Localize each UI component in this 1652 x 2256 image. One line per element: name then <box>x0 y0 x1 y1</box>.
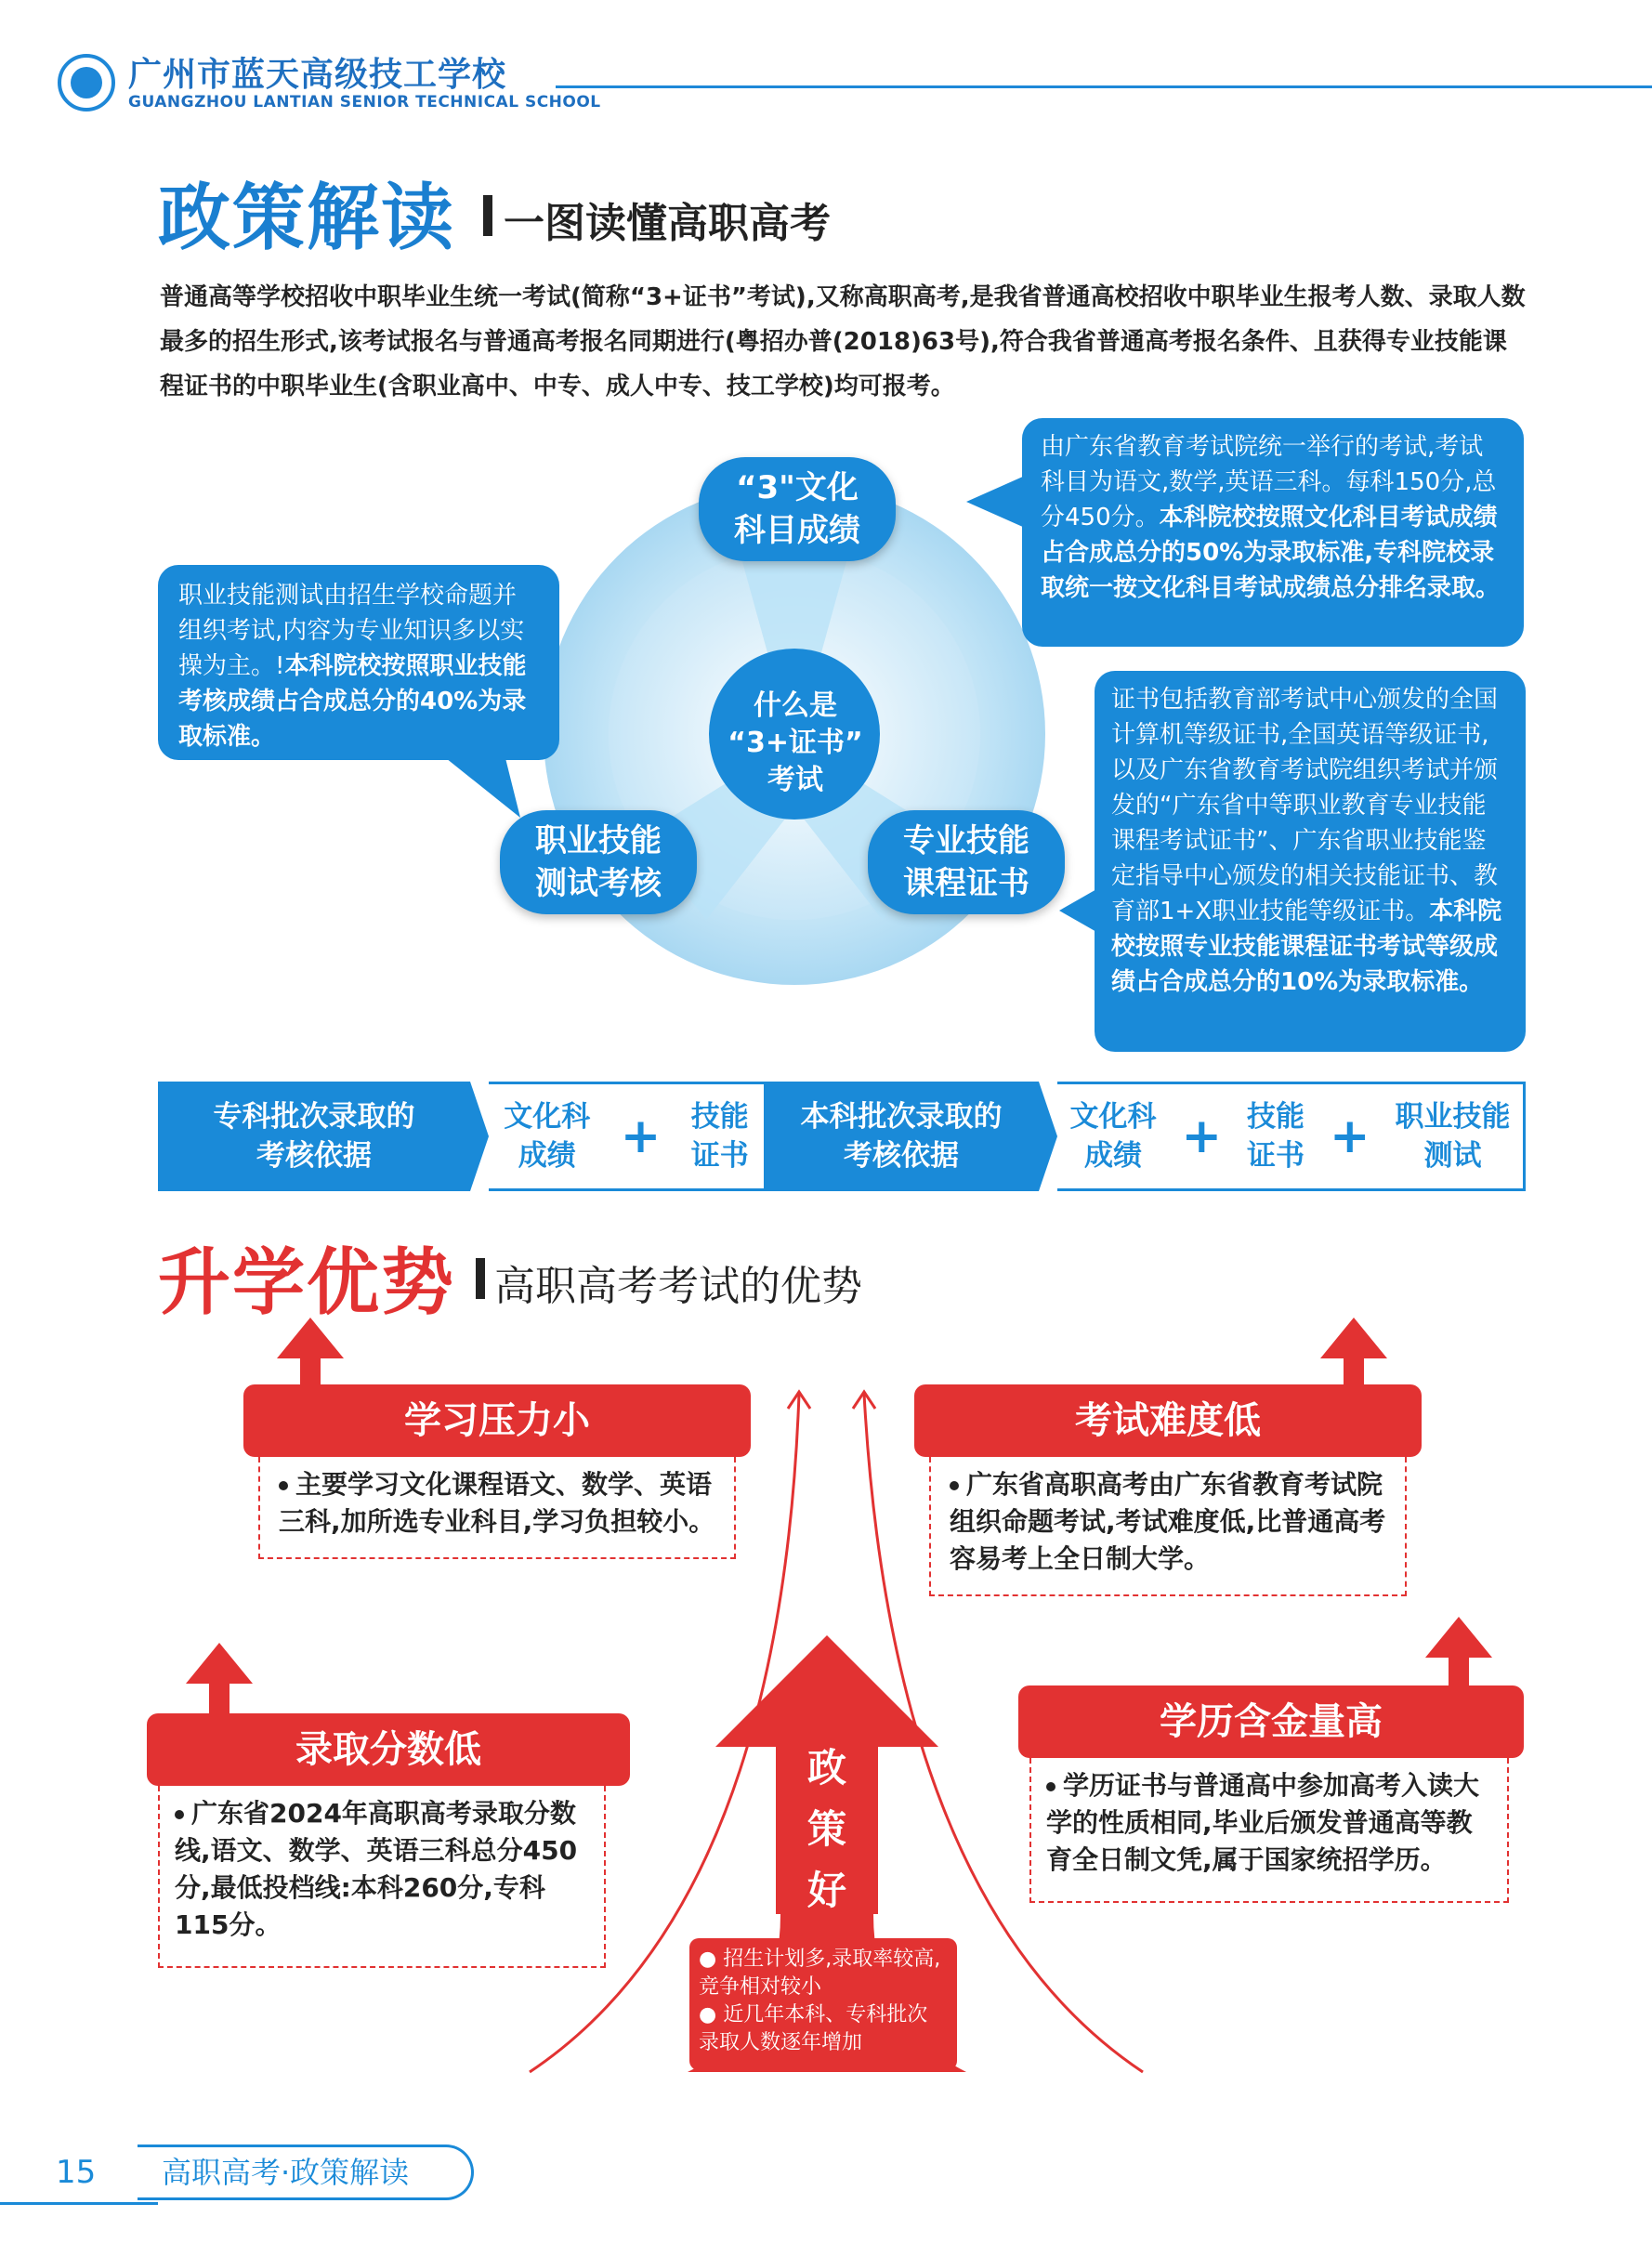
arrow-stem <box>209 1682 229 1715</box>
school-name-en: GUANGZHOU LANTIAN SENIOR TECHNICAL SCHOOL <box>128 93 601 111</box>
advantage-text-4: 学历证书与普通高中参加高考入读大学的性质相同,毕业后颁发普通高等教育全日制文凭,属于国家统招学历。 <box>1046 1770 1480 1875</box>
pill-right-line-1: 专业技能 <box>903 822 1029 859</box>
bubble-skill-test <box>158 565 559 760</box>
bullet-dot-icon <box>1046 1782 1055 1791</box>
arrow-up-icon <box>186 1643 253 1684</box>
bubble-skill-bold: 本科院校按照职业技能考核成绩占合成总分的40%为录取标准。 <box>178 652 527 751</box>
bullet-dot-icon <box>279 1481 288 1490</box>
policy-bullet-2-text: 近几年本科、专科批次录取人数逐年增加 <box>699 2003 928 2054</box>
footer-line <box>0 2202 158 2205</box>
school-logo-emblem <box>71 67 102 98</box>
arrow-stem <box>1344 1357 1364 1386</box>
policy-bullet-1-text: 招生计划多,录取率较高,竞争相对较小 <box>699 1948 941 1999</box>
advantage-text-box-1 <box>258 1457 736 1559</box>
plus-icon: + <box>1181 1108 1223 1164</box>
bubble-certificate-bold: 本科院校按照专业技能课程证书考试等级成绩占合成总分的10%为录取标准。 <box>1111 898 1502 996</box>
benke-item2-line-1: 技能 <box>1247 1100 1305 1134</box>
pill-left-line-1: 职业技能 <box>535 822 662 859</box>
advantage-title-1: 学习压力小 <box>243 1384 751 1457</box>
bubble-skill-normal: 职业技能测试由招生学校命题并组织考试,内容为专业知识多以实操为主。! <box>178 582 525 680</box>
benke-label-line-1: 本科批次录取的 <box>800 1100 1003 1134</box>
advantage-title-4: 学历含金量高 <box>1018 1685 1524 1758</box>
policy-bullet-1: ● 招生计划多,录取率较高,竞争相对较小 <box>699 1948 941 1999</box>
zhuanke-item2-line-2: 证书 <box>690 1139 749 1173</box>
benke-item3-line-1: 职业技能 <box>1395 1100 1511 1134</box>
policy-bullet-2: ● 近几年本科、专科批次录取人数逐年增加 <box>699 2003 928 2054</box>
pill-left-line-2: 测试考核 <box>535 865 662 902</box>
arrow-up-icon <box>277 1318 344 1358</box>
center-line-3: 考试 <box>767 764 823 796</box>
advantage-text-3: 广东省2024年高职高考录取分数线,语文、数学、英语三科总分450分,最低投档线:本科260分,专科115分。 <box>175 1798 578 1940</box>
header-divider <box>556 85 1652 88</box>
bubble-certificate <box>1095 671 1526 1052</box>
criteria-benke-items <box>1057 1082 1526 1191</box>
policy-bullets <box>689 1938 957 2070</box>
bubble-culture-bold: 本科院校按照文化科目考试成绩占合成总分的50%为录取标准,专科院校录取统一按文化科目考试成绩总分排名录取。 <box>1041 504 1501 602</box>
zhuanke-item2-line-1: 技能 <box>690 1100 749 1134</box>
policy-char-3: 好 <box>806 1868 846 1913</box>
school-name-cn: 广州市蓝天高级技工学校 <box>128 56 507 94</box>
benke-item1-line-2: 成绩 <box>1083 1139 1142 1173</box>
arrow-up-icon <box>1320 1318 1387 1358</box>
advantage-text-1: 主要学习文化课程语文、数学、英语三科,加所选专业科目,学习负担较小。 <box>279 1469 715 1537</box>
bubble-certificate-normal: 证书包括教育部考试中心颁发的全国计算机等级证书,全国英语等级证书,以及广东省教育考试院组织考试并颁发的“广东省中等职业教育专业技能课程考试证书”、广东省职业技能鉴定指导中心颁发的相关技能证书、教育部1+X职业技能等级证书。 <box>1111 686 1499 925</box>
zhuanke-label-line-1: 专科批次录取的 <box>213 1100 415 1134</box>
title-separator <box>476 1258 485 1299</box>
zhuanke-item1-line-2: 成绩 <box>518 1139 576 1173</box>
zhuanke-label-line-2: 考核依据 <box>256 1139 372 1173</box>
arrow-up-icon <box>1425 1617 1492 1658</box>
policy-char-2: 策 <box>806 1806 846 1852</box>
criteria-zhuanke-label <box>158 1082 470 1191</box>
policy-section-title: 政策解读 <box>158 177 456 260</box>
policy-good-label <box>799 1738 855 1922</box>
advantage-text-box-4 <box>1029 1758 1509 1903</box>
center-line-1: 什么是 <box>754 689 837 722</box>
diagram-center-label <box>712 688 879 799</box>
plus-icon: + <box>620 1108 662 1164</box>
benke-item1-line-1: 文化科 <box>1069 1100 1157 1134</box>
advantage-text-box-3 <box>158 1786 606 1968</box>
arrow-stem <box>300 1357 321 1386</box>
title-separator <box>483 195 492 236</box>
page-number: 15 <box>56 2154 97 2191</box>
criteria-zhuanke-items <box>489 1082 764 1191</box>
advantage-text-2: 广东省高职高考由广东省教育考试院组织命题考试,考试难度低,比普通高考容易考上全日制大学。 <box>950 1469 1386 1574</box>
footer-label: 高职高考·政策解读 <box>138 2145 474 2200</box>
policy-char-1: 政 <box>806 1745 846 1790</box>
pill-top-line-1: “3"文化 <box>736 469 859 506</box>
center-line-2: “3+证书” <box>728 727 863 759</box>
bullet-dot-icon <box>175 1810 184 1819</box>
advantage-text-box-2 <box>929 1457 1407 1596</box>
bubble-culture-exam <box>1022 418 1524 647</box>
criteria-arrow-1 <box>470 1082 489 1191</box>
criteria-arrow-2 <box>1039 1082 1057 1191</box>
pill-culture-score <box>699 457 896 561</box>
pill-skill-certificate <box>868 810 1065 914</box>
pill-right-line-2: 课程证书 <box>903 865 1029 902</box>
pill-skill-test <box>500 810 697 914</box>
bubble-culture-normal: 由广东省教育考试院统一举行的考试,考试科目为语文,数学,英语三科。每科150分,总分450分。 <box>1041 433 1497 531</box>
advantage-section-subtitle: 高职高考考试的优势 <box>494 1263 862 1310</box>
advantage-title-2: 考试难度低 <box>914 1384 1422 1457</box>
plus-icon: + <box>1329 1108 1370 1164</box>
benke-item2-line-2: 证书 <box>1247 1139 1305 1173</box>
criteria-benke-label <box>764 1082 1039 1191</box>
bullet-dot-icon <box>950 1481 959 1490</box>
pill-top-line-2: 科目成绩 <box>734 512 860 549</box>
advantage-title-3: 录取分数低 <box>147 1713 630 1786</box>
arrow-stem <box>1449 1656 1469 1687</box>
advantage-section-title: 升学优势 <box>158 1241 456 1325</box>
policy-intro-text: 普通高等学校招收中职毕业生统一考试(简称“3+证书”考试),又称高职高考,是我省普通高校招收中职毕业生报考人数、录取人数最多的招生形式,该考试报名与普通高考报名同期进行(粤招办普(2018)63号),符合我省普通高考报名条件、且获得专业技能课程证书的中职毕业生(含职业高中、中专、成人中专、技工学校)均可报考。 <box>160 283 1526 400</box>
zhuanke-item1-line-1: 文化科 <box>504 1100 591 1134</box>
policy-section-subtitle: 一图读懂高职高考 <box>504 200 831 247</box>
benke-item3-line-2: 测试 <box>1423 1139 1482 1173</box>
benke-label-line-2: 考核依据 <box>844 1139 959 1173</box>
